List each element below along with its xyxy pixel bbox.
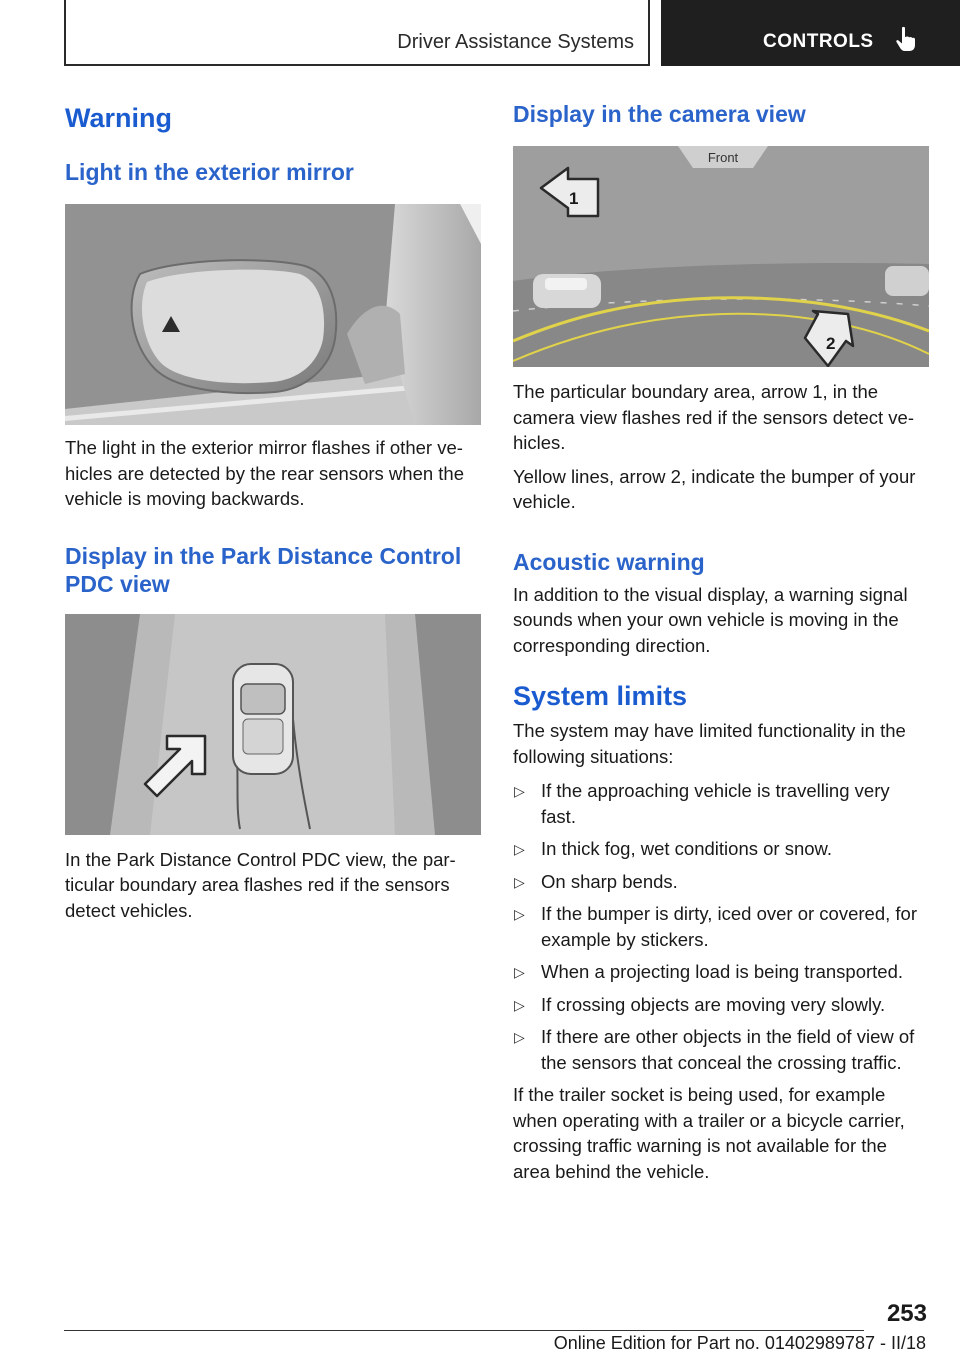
footer-edition: Online Edition for Part no. 01402989787 - II/18 bbox=[553, 1333, 926, 1353]
camera-view-figure bbox=[513, 146, 929, 367]
chapter-title: CONTROLS bbox=[763, 31, 874, 52]
bullet-triangle-icon: ▷ bbox=[514, 906, 525, 922]
pdc-paragraph: In the Park Distance Control PDC view, the par-ticular boundary area flashes red if the sensors detect vehicles. bbox=[65, 848, 456, 921]
trailer-paragraph: If the trailer socket is being used, for example when operating with a trailer or a bicycle carrier, crossing traffic warning is not available for the area behind the vehicle. bbox=[513, 1084, 905, 1182]
bullet-triangle-icon: ▷ bbox=[514, 964, 525, 980]
limits-heading: System limits bbox=[513, 681, 688, 711]
list-item: ▷ If crossing objects are moving very slowly. bbox=[513, 992, 929, 1018]
acoustic-paragraph: In addition to the visual display, a warning signal sounds when your own vehicle is moving in the corresponding direction. bbox=[513, 583, 908, 656]
bullet-triangle-icon: ▷ bbox=[514, 783, 525, 799]
camera-paragraph-1: The particular boundary area, arrow 1, in the camera view flashes red if the sensors detect ve-hicles. bbox=[513, 381, 915, 453]
mirror-heading: Light in the exterior mirror bbox=[65, 159, 354, 185]
bullet-triangle-icon: ▷ bbox=[514, 1029, 525, 1045]
camera-arrow2-label: 2 bbox=[826, 334, 836, 353]
list-item: ▷ If the approaching vehicle is travelling very fast. bbox=[514, 780, 890, 827]
camera-front-label: Front bbox=[707, 150, 739, 165]
mirror-paragraph: The light in the exterior mirror flashes if other ve-hicles are detected by the rear sensors when the vehicle is moving backwards. bbox=[65, 437, 465, 509]
list-item: ▷ In thick fog, wet conditions or snow. bbox=[513, 836, 929, 862]
exterior-mirror-figure bbox=[65, 204, 481, 425]
limits-intro: The system may have limited functionality in the following situations: bbox=[513, 720, 906, 767]
acoustic-heading: Acoustic warning bbox=[513, 548, 705, 575]
left-column bbox=[65, 100, 481, 923]
list-item: ▷ If the bumper is dirty, iced over or covered, for example by stickers. bbox=[514, 903, 917, 950]
list-item: ▷ If there are other objects in the field of view of the sensors that conceal the crossing traffic. bbox=[514, 1026, 915, 1073]
pdc-view-figure bbox=[65, 614, 481, 835]
footer-divider bbox=[64, 1330, 864, 1331]
section-title: Driver Assistance Systems bbox=[397, 31, 634, 53]
page-number: 253 bbox=[886, 1300, 927, 1327]
bullet-triangle-icon: ▷ bbox=[514, 873, 525, 890]
pdc-heading: Display in the Park Distance Control PDC view bbox=[65, 542, 462, 597]
list-item: ▷ When a projecting load is being transported. bbox=[513, 959, 929, 985]
hand-pointer-icon bbox=[895, 26, 917, 57]
camera-arrow1-label: 1 bbox=[569, 189, 579, 208]
bullet-triangle-icon: ▷ bbox=[514, 841, 525, 857]
limits-list bbox=[513, 778, 929, 1075]
camera-heading: Display in the camera view bbox=[513, 101, 806, 127]
warning-heading: Warning bbox=[65, 103, 172, 133]
list-item: ▷ On sharp bends. bbox=[513, 869, 929, 895]
header-section-box bbox=[64, 0, 650, 66]
camera-paragraph-2: Yellow lines, arrow 2, indicate the bumper of your vehicle. bbox=[513, 465, 916, 512]
header-chapter-box bbox=[661, 0, 960, 66]
bullet-triangle-icon: ▷ bbox=[514, 996, 525, 1013]
right-column bbox=[513, 100, 929, 1184]
